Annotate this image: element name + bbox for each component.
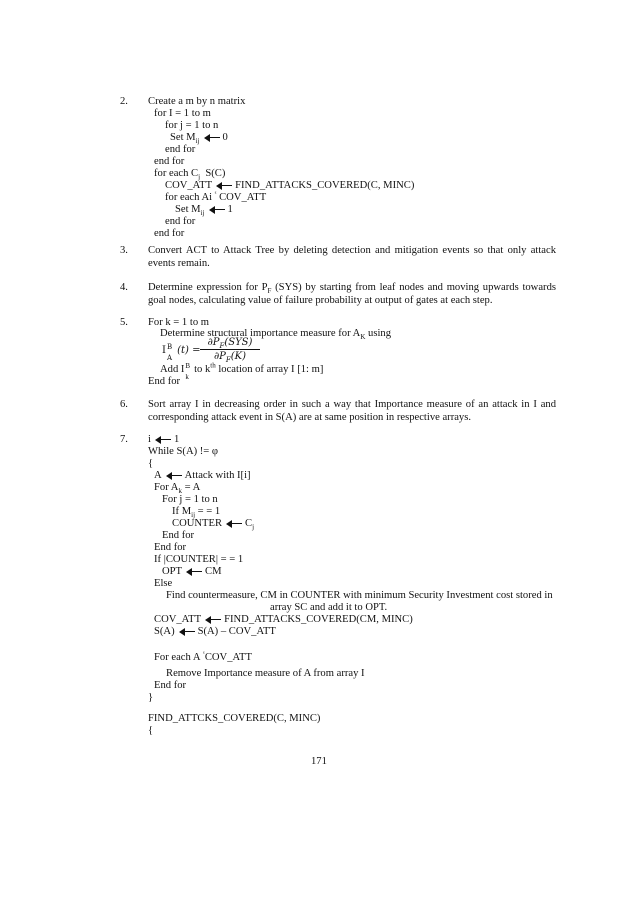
cov-att-ref: COV_ATT [219,192,267,203]
step-5-end: End for [148,376,181,387]
fraction-numerator: $\partial P_F(SYS)$ [200,337,260,350]
left-arrow-icon [166,472,182,480]
step-7-sa: S(A) S(A) – COV_ATT [154,626,276,637]
step-7-find-1: Find countermeasure, CM in COUNTER with minimum Security Investment cost stored in [166,590,553,601]
left-arrow-icon [204,134,220,142]
step-2-line-3: for j = 1 to n [165,120,219,131]
left-arrow-icon [226,520,242,528]
step-2-line-13: end for [165,216,196,227]
step-5-for: For k = 1 to m [148,317,210,328]
step-4-text-a: Determine expression for P [148,282,268,293]
left-arrow-icon [179,628,195,636]
left-arrow-icon [216,182,232,190]
set-label: Set M [175,204,201,215]
step-7-counter: COUNTER $C_j$ [172,518,255,532]
importance-lhs: I B A (t) = [162,343,201,362]
close-brace: } [148,692,154,703]
step-7-number: 7. [120,434,128,445]
step-2-number: 2. [120,96,128,107]
t-equals: (t) = [177,345,201,356]
i-symbol: I [162,345,166,356]
step-6-text: Sort array I in decreasing order in such a way that Importance measure of an attack in I and corresponding attack event in S(A) are at same position in respective arrays. [148,399,556,423]
step-2-line-6: end for [154,156,185,167]
step-3-number: 3. [120,245,128,256]
sc-label: S(C) [205,168,226,179]
step-7-for-ak: For $A_k = A$ [154,482,201,496]
sub-ij: ij [195,137,200,146]
step-2-line-5: end for [165,144,196,155]
set-label: Set M [170,132,196,143]
importance-fraction [200,337,260,362]
left-arrow-icon [205,616,221,624]
using-label: using [365,328,391,339]
step-7-endfor-2: End for [154,542,187,553]
step-7-else: Else [154,578,173,589]
step-7-for-j: For j = 1 to n [162,494,218,505]
step-2-foreach-c [154,168,225,180]
step-5-add: Add I B k to $k^{th}$ location of array I [1: m] [160,361,324,381]
left-arrow-icon [155,436,171,444]
step-7-if-m: If $M_{ij}$ = = 1 [172,506,221,520]
sub-f: F [267,287,272,296]
step-4-text-b: (SYS) by starting from leaf nodes and moving upwards towards goal nodes, calculating value of failure probability at output of gates at each step. [148,282,556,306]
step-6-number: 6. [120,399,128,410]
step-7-foreach: For each A $^ᵋ$COV_ATT [154,649,252,663]
step-7-while: While S(A) != φ [148,446,219,457]
step-2-set-one [175,204,233,216]
step-5-determine [160,328,391,340]
find-attacks-call: FIND_ATTACKS_COVERED(C, MINC) [235,180,415,191]
step-7-cov-att: COV_ATT FIND_ATTACKS_COVERED(CM, MINC) [154,614,413,625]
step-4-number: 4. [120,282,128,293]
cov-att-label: COV_ATT [165,180,213,191]
function-header: FIND_ATTCKS_COVERED(C, MINC) [148,713,321,724]
step-7-opt: OPT CM [162,566,222,577]
value-zero: 0 [222,132,228,143]
step-2-set-zero [170,132,228,144]
determine-label: Determine structural importance measure for A [160,328,361,339]
foreach-c-label: for each C [154,168,199,179]
step-7-find-2: array SC and add it to OPT. [270,602,388,613]
step-7-i-assign: i 1 [148,434,180,445]
sub-k: K [360,333,366,342]
step-7-endfor-1: End for [162,530,195,541]
step-2-foreach-ai [165,189,267,204]
element-of-symbol: ᵋ [214,189,217,198]
left-arrow-icon [186,568,202,576]
step-2-cov-att [165,180,414,192]
step-2-line-1: Create a m by n matrix [148,96,246,107]
fraction-denominator: $\partial P_F(K)$ [213,351,247,364]
step-7-endfor-3: End for [154,680,187,691]
sup-th: th [210,361,216,370]
value-one: 1 [227,204,233,215]
step-7-if-count: If |COUNTER| = = 1 [154,554,244,565]
sub-ij: ij [200,209,205,218]
sub-j: j [198,173,201,182]
left-arrow-icon [209,206,225,214]
open-brace: { [148,458,154,469]
page-number: 171 [311,756,327,767]
element-of-symbol: ᵋ [203,649,205,658]
step-7-a-assign: A Attack with I[i] [154,470,251,481]
step-2-line-14: end for [154,228,185,239]
step-7-remove: Remove Importance measure of A from array I [166,668,365,679]
step-4-text [148,282,556,307]
foreach-ai-label: for each Ai [165,192,213,203]
step-5-number: 5. [120,317,128,328]
step-2-line-2: for I = 1 to m [154,108,211,119]
open-brace-2: { [148,725,154,736]
step-3-text: Convert ACT to Attack Tree by deleting detection and mitigation events so that only attack events remain. [148,245,556,269]
